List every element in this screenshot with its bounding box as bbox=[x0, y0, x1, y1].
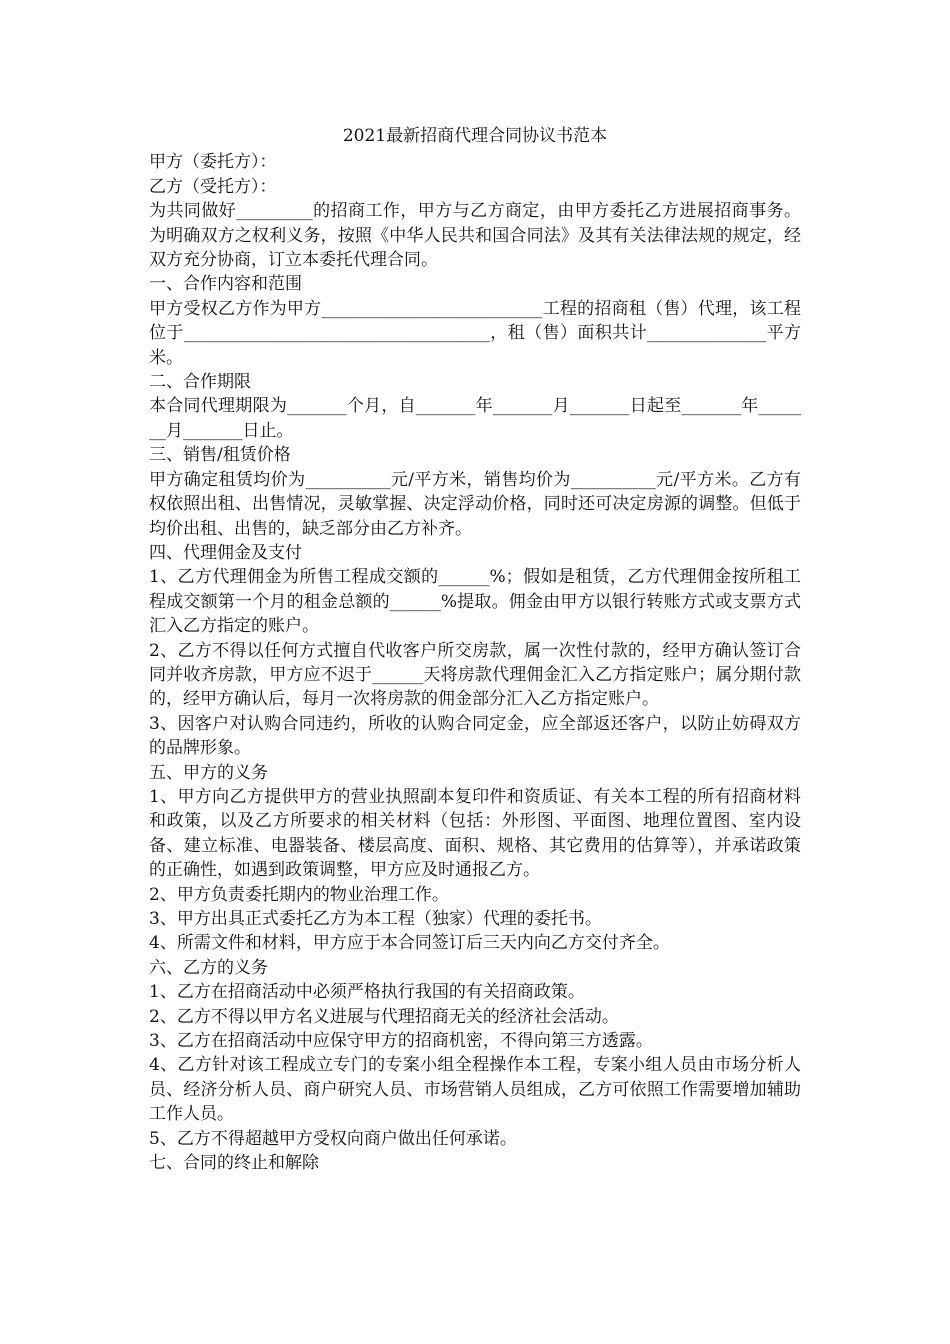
section-4-item-1: 1、乙方代理佣金为所售工程成交额的______%；假如是租赁，乙方代理佣金按所租工程成交额第一个月的租金总额的______%提取。佣金由甲方以银行转账方式或支票方式汇入乙方指定的账户。 bbox=[149, 567, 801, 637]
section-2-paragraph: 本合同代理期限为_______个月，自_______年_______月_______日起至_______年_______月_______日止。 bbox=[149, 396, 801, 441]
section-1-paragraph: 甲方受权乙方作为甲方__________________________工程的招商租（售）代理，该工程位于____________________________________，租（售）面积共计______________平方米。 bbox=[149, 298, 801, 368]
section-6-item-1: 1、乙方在招商活动中必须严格执行我国的有关招商政策。 bbox=[149, 982, 585, 1003]
section-heading-1: 一、合作内容和范围 bbox=[149, 274, 302, 295]
section-4-item-3: 3、因客户对认购合同违约，所收的认购合同定金，应全部返还客户，以防止妨碍双方的品牌形象。 bbox=[149, 713, 801, 759]
section-heading-2: 二、合作期限 bbox=[149, 372, 251, 393]
section-6-item-4: 4、乙方针对该工程成立专门的专案小组全程操作本工程，专案小组人员由市场分析人员、经济分析人员、商户研究人员、市场营销人员组成，乙方可依照工作需要增加辅助工作人员。 bbox=[149, 1055, 801, 1125]
section-heading-4: 四、代理佣金及支付 bbox=[149, 542, 302, 563]
section-6-item-3: 3、乙方在招商活动中应保守甲方的招商机密，不得向第三方透露。 bbox=[149, 1031, 653, 1052]
section-heading-7: 七、合同的终止和解除 bbox=[149, 1153, 319, 1174]
party-a-line: 甲方（委托方）： bbox=[149, 152, 277, 173]
section-heading-6: 六、乙方的义务 bbox=[149, 957, 268, 978]
section-5-item-4: 4、所需文件和材料，甲方应于本合同签订后三天内向乙方交付齐全。 bbox=[149, 933, 670, 954]
section-heading-3: 三、销售/租赁价格 bbox=[149, 445, 291, 466]
section-3-paragraph: 甲方确定租赁均价为__________元/平方米，销售均价为__________元/平方米。乙方有权依照出租、出售情况，灵敏掌握、决定浮动价格，同时还可决定房源的调整。但低于均价出租、出售的，缺乏部分由乙方补齐。 bbox=[149, 469, 801, 539]
preamble-paragraph: 为共同做好_________的招商工作，甲方与乙方商定，由甲方委托乙方进展招商事务。为明确双方之权利义务，按照《中华人民共和国合同法》及其有关法律法规的规定，经双方充分协商，订立本委托代理合同。 bbox=[149, 201, 801, 271]
section-5-item-2: 2、甲方负责委托期内的物业治理工作。 bbox=[149, 884, 449, 905]
section-5-item-3: 3、甲方出具正式委托乙方为本工程（独家）代理的委托书。 bbox=[149, 909, 602, 929]
section-heading-5: 五、甲方的义务 bbox=[149, 762, 268, 783]
section-5-item-1: 1、甲方向乙方提供甲方的营业执照副本复印件和资质证、有关本工程的所有招商材料和政策，以及乙方所要求的相关材料（包括：外形图、平面图、地理位置图、室内设备、建立标准、电器装备、楼层高度、面积、规格、其它费用的估算等），并承诺政策的正确性，如遇到政策调整，甲方应及时通报乙方。 bbox=[149, 786, 801, 881]
party-b-line: 乙方（受托方）： bbox=[149, 176, 277, 197]
section-4-item-2: 2、乙方不得以任何方式擅自代收客户所交房款，属一次性付款的，经甲方确认签订合同并收齐房款，甲方应不迟于______天将房款代理佣金汇入乙方指定账户；属分期付款的，经甲方确认后，每月一次将房款的佣金部分汇入乙方指定账户。 bbox=[149, 640, 801, 710]
section-6-item-2: 2、乙方不得以甲方名义进展与代理招商无关的经济社会活动。 bbox=[149, 1006, 619, 1027]
document-title: 2021最新招商代理合同协议书范本 bbox=[342, 126, 608, 146]
section-6-item-5: 5、乙方不得超越甲方受权向商户做出任何承诺。 bbox=[149, 1128, 517, 1149]
document-body bbox=[149, 124, 801, 1175]
